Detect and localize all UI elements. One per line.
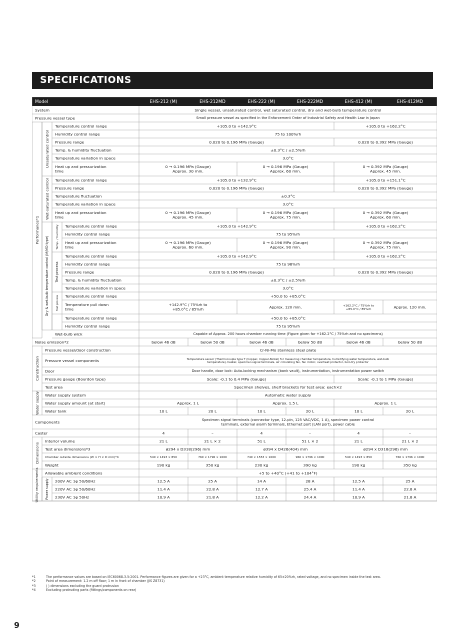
row-label-u_pressure: Pressure range (55, 139, 85, 145)
footnote (32, 588, 437, 592)
cell-system-0: Single vessel, unsaturated control, wet saturated control, dry and wet-bulb temperature control (194, 107, 382, 113)
footnote-key: *1 (32, 575, 36, 579)
header-model-4: EHS-222MD (297, 100, 323, 106)
cell-noise-1: below 50 dB (200, 339, 225, 345)
row-label-d_test_area: Test area dimensions*3 (45, 446, 91, 452)
cell-ps_200-3: 28 A (305, 478, 315, 484)
cell-c_gauge-1: Scale: -0.1 to 1 MPa (Gauge) (357, 376, 414, 382)
cell-ps_220-2: 12.7 A (255, 486, 268, 492)
table-header (32, 97, 437, 106)
cell-u_hum_range-0: 75 to 100%rh (274, 131, 302, 137)
cell-ps_220-0: 11.4 A (157, 486, 170, 492)
cell-caster-3: – (309, 430, 311, 436)
cell-noise-2: below 46 dB (249, 339, 274, 345)
header-model-5: EHS-412 (M) (344, 100, 373, 106)
cell-wetbulb-0: Capable of Approx. 200 hours chamber running time (Figure given for +162.2°C / 75%rh and no specimens) (193, 332, 383, 337)
row-label-d1_hum_range: Humidity control range (65, 231, 110, 237)
cell-ws_tank-3: 20 L (305, 408, 315, 414)
row-label-w_fluct: Temperature fluctuation (55, 193, 102, 199)
row-label-u_fluct: Temp. & humidity fluctuation (55, 147, 112, 153)
cell-ps_220-5: 22.8 A (403, 486, 417, 492)
header-model-3: EHS-222 (M) (247, 100, 276, 106)
cell-u_temp_range-0: +105.0 to +142.9°C (216, 123, 257, 129)
row-label-d_weight: Weight (45, 462, 59, 468)
group-test: Test process (55, 261, 60, 283)
cell-ps_200-4: 12.5 A (352, 478, 365, 484)
row-label-u_ambient: Allowable ambient conditions (45, 470, 103, 476)
footnote-text: Point of measurement: 1.2 m off floor; 1 m in front of chamber (JIS Z8731) (46, 579, 165, 584)
cell-w_pressure-0: 0.020 to 0.196 MPa (Gauge) (209, 185, 264, 191)
row-label-c_gauge: Pressure gauge (Bourdon type) (45, 376, 106, 382)
cell-d1_temp_range-0: +105.0 to +142.9°C (216, 223, 257, 229)
cell-ps_220-3: 25.4 A (303, 486, 317, 492)
group-test: Test process (55, 295, 59, 311)
cell-ps_200-0: 12.5 A (157, 478, 170, 484)
cell-w_heatup-0: 0 → 0.196 MPa (Gauge) Approx. 45 min. (165, 210, 211, 220)
cell-u_heatup-0: 0 → 0.196 MPa (Gauge) Approx. 30 min. (165, 164, 211, 174)
cell-u_fluct-0: ±0.3°C / ±2.5%rh (270, 147, 306, 153)
cell-d3_hum_range-0: 75 to 95%rh (276, 323, 300, 329)
row-label-u_variation: Temperature variation in space (55, 155, 116, 161)
cell-ps_220-4: 11.4 A (352, 486, 365, 492)
footnote-key: *2 (32, 579, 36, 584)
footnote-text: ( ) dimensions excluding the guard protrusion (46, 583, 119, 588)
cell-ps_230-1: 21.8 A (206, 494, 219, 500)
cell-ws_tank-2: 10 L (257, 408, 266, 414)
cell-caster-1: – (211, 430, 214, 436)
cell-ps_230-2: 12.2 A (255, 494, 268, 500)
cell-noise-0: below 46 dB (151, 339, 176, 345)
row-label-system: System (35, 107, 50, 113)
cell-d_outside-3: 960 × 1796 × 1000 (295, 455, 325, 460)
cell-d2_temp_range2-0: +50.0 to +85.0°C (270, 293, 306, 299)
row-label-ws_amount: Water supply amount (at start) (45, 400, 106, 406)
cell-ws_amount-2: Approx. 1 L (374, 400, 397, 406)
cell-d1_hum_range-0: 75 to 95%rh (276, 231, 300, 237)
group-power: Power supply (45, 478, 50, 500)
row-label-d2_pressure: Pressure range (65, 269, 95, 275)
cell-noise-3: below 50 dB (297, 339, 323, 345)
cell-c_components-0: Temperature sensor (Thermocouple type T (Copper, Copper-Nickel) for measuring chamber temperature, humidifying water temperature, wet-bulb temperature), heater, specimen signal terminals, air circulating fan, fan motor, overheat protector, boil-dry protector (186, 356, 390, 365)
cell-d1_heatup-1: 0 → 0.196 MPa (Gauge) Approx. 90 min. (262, 240, 309, 250)
cell-c_vessel_door-0: Cr-Ni-Mo stainless steel plate (259, 347, 317, 353)
cell-d_outside-4: 540 × 1493 × 850 (345, 455, 372, 460)
page-number: 9 (14, 621, 20, 630)
cell-components-0: Specimen signal terminals (connector type, 12-pin, 125 VAC/VDC, 1 A), specimen power control terminals, external alarm terminals, Ethernet port (LAN port), power cable (201, 418, 375, 427)
header-model-6: EHS-412MD (397, 100, 423, 106)
cell-d1_temp_range-1: +105.0 to +162.2°C (365, 223, 406, 229)
cell-ws_tank-1: 20 L (208, 408, 217, 414)
cell-c_test_area-0: Specimen shelves, shelf brackets for test area: each×2 (234, 384, 342, 390)
row-label-ws_tank: Water tank (45, 408, 67, 414)
cell-w_pressure-1: 0.020 to 0.392 MPa (Gauge) (358, 185, 413, 191)
cell-d_interior-0: 21 L (159, 438, 168, 444)
cell-d3_temp_range-0: +50.0 to +85.0°C (270, 315, 306, 321)
row-label-d3_hum_range: Humidity control range (65, 323, 110, 329)
cell-u_variation-0: 3.0°C (282, 155, 294, 161)
row-label-components: Components (35, 419, 60, 425)
cell-d2_temp_range-1: +105.0 to +162.2°C (365, 253, 406, 259)
cell-d_weight-1: 350 kg (205, 462, 220, 468)
cell-d2_variation-0: 3.0°C (282, 285, 294, 291)
row-label-w_variation: Temperature variation in space (55, 201, 116, 207)
footnotes (32, 575, 437, 593)
group-dimensions: Dimensions (35, 442, 40, 464)
cell-d2_pulldown-1: Approx. 120 min. (269, 304, 302, 310)
cell-d_interior-4: 21 L (354, 438, 363, 444)
cell-u_pressure-0: 0.020 to 0.196 MPa (Gauge) (209, 139, 264, 145)
row-label-ps_220: 220V AC 1φ 50/60Hz (55, 486, 96, 492)
row-label-d2_hum_range: Humidity control range (65, 261, 110, 267)
cell-ps_230-5: 21.8 A (403, 494, 417, 500)
cell-ps_200-5: 25 A (405, 478, 415, 484)
cell-ws_tank-5: 20 L (405, 408, 415, 414)
cell-caster-0: 4 (162, 430, 165, 436)
cell-u_heatup-2: 0 → 0.392 MPa (Gauge) Approx. 45 min. (362, 164, 409, 174)
row-label-d1_temp_range: Temperature control range (65, 223, 117, 229)
row-label-w_temp_range: Temperature control range (55, 177, 107, 183)
group-wet-saturated: Wet-saturated control (44, 178, 50, 220)
row-label-d3_temp_range: Temperature control range (65, 315, 117, 321)
cell-w_heatup-1: 0 → 0.196 MPa (Gauge) Approx. 75 min. (262, 210, 309, 220)
cell-ws_system-0: Automatic water supply (264, 392, 312, 398)
group-construction: Construction (34, 356, 40, 381)
row-label-d2_temp_range2: Temperature control range (65, 293, 117, 299)
footnote-text: Excluding protruding parts (fittings/components on rear) (46, 588, 137, 593)
cell-d_weight-0: 190 kg (156, 462, 171, 468)
cell-d_interior-2: 51 L (257, 438, 266, 444)
page-title: SPECIFICATIONS (32, 72, 433, 89)
cell-d_interior-3: 51 L × 2 (301, 438, 319, 444)
group-dry: Dry & wet-bulb temperature control (M/MD type) (45, 235, 50, 317)
group-unsaturated: Unsaturated control (44, 130, 50, 168)
row-label-u_temp_range: Temperature control range (55, 123, 107, 129)
cell-d_outside-0: 540 × 1493 × 850 (150, 455, 177, 460)
row-label-u_heatup: Heat up and pressurization time (55, 164, 107, 174)
spec-table (32, 97, 437, 571)
cell-d_weight-2: 230 kg (254, 462, 269, 468)
cell-d_interior-5: 21 L × 2 (401, 438, 419, 444)
group-performance*1: Performance*1 (34, 215, 40, 245)
cell-ws_amount-1: Approx. 1.5 L (272, 400, 299, 406)
cell-d_weight-3: 390 kg (303, 462, 317, 468)
row-label-wetbulb: Wet-bulb wick (55, 331, 83, 337)
cell-d_interior-1: 21 L × 2 (204, 438, 221, 444)
cell-c_gauge-0: Scale: -0.1 to 0.4 MPa (Gauge) (206, 376, 267, 382)
cell-w_temp_range-0: +105.0 to +132.9°C (216, 177, 257, 183)
cell-d_test_area-2: ø294 x D318(296) mm (363, 446, 408, 452)
header-model: Model (35, 100, 49, 106)
row-label-pressure_vessel: Pressure vessel type (35, 115, 76, 121)
cell-d_test_area-1: ø394 x D426(404) mm (263, 446, 308, 452)
cell-d2_pressure-0: 0.020 to 0.196 MPa (Gauge) (209, 269, 264, 275)
row-label-d2_pulldown: Temperature pull down time (65, 302, 109, 312)
cell-ps_230-0: 10.9 A (157, 494, 170, 500)
cell-ps_200-1: 25 A (208, 478, 217, 484)
cell-d_test_area-0: ø294 x D318(296) mm (165, 446, 211, 452)
cell-w_variation-0: 3.0°C (282, 201, 294, 207)
cell-d_outside-1: 760 × 1796 × 1000 (198, 455, 227, 460)
header-model-2: EHS-212MD (199, 100, 226, 106)
cell-c_door-0: Door handle, door lock: Auto-locking mechanism (bank vault), instrumentation, instrumentation power switch (191, 369, 385, 374)
row-label-ws_system: Water supply system (45, 392, 86, 398)
group-temp.: Temp. / humidity (55, 224, 60, 250)
row-label-d_interior: Interior volume (45, 438, 75, 444)
cell-d2_fluct-0: ±0.3°C / ±2.5%rh (270, 277, 306, 283)
row-label-w_heatup: Heat up and pressurization time (55, 210, 107, 220)
cell-ps_220-1: 22.8 A (206, 486, 219, 492)
cell-ps_230-3: 24.4 A (303, 494, 317, 500)
cell-u_ambient-0: +5 to +40°C (+41 to +104°F) (258, 470, 318, 476)
cell-d2_hum_range-0: 75 to 98%rh (276, 261, 300, 267)
cell-d2_temp_range-0: +105.0 to +142.9°C (216, 253, 257, 259)
row-label-c_test_area: Test area (45, 384, 63, 390)
cell-d_weight-4: 190 kg (351, 462, 366, 468)
cell-w_heatup-2: 0 → 0.392 MPa (Gauge) Approx. 60 min. (362, 210, 409, 220)
cell-ps_230-4: 10.9 A (352, 494, 365, 500)
row-label-d1_heatup: Heat up and pressurization time (65, 240, 117, 250)
cell-u_pressure-1: 0.020 to 0.392 MPa (Gauge) (358, 139, 413, 145)
cell-caster-2: 4 (260, 430, 263, 436)
row-label-d2_fluct: Temp. & humidity fluctuation (65, 277, 122, 283)
group-utility: Utility requirements (35, 467, 40, 503)
cell-u_heatup-1: 0 → 0.196 MPa (Gauge) Approx. 60 min. (262, 164, 309, 174)
cell-pressure_vessel-0: Small pressure vessel as specified in the Enforcement Order of Industrial Safety and Health Law in Japan (196, 116, 380, 121)
row-label-c_vessel_door: Pressure vessel/door construction (45, 347, 111, 353)
cell-noise-5: below 50 dB (397, 339, 423, 345)
cell-w_fluct-0: ±0.3°C (280, 193, 296, 199)
header-model-1: EHS-212 (M) (149, 100, 178, 106)
row-label-c_components: Pressure vessel components (45, 357, 100, 363)
row-label-d2_variation: Temperature variation in space (65, 285, 126, 291)
cell-d2_pressure-1: 0.020 to 0.392 MPa (Gauge) (358, 269, 413, 275)
cell-caster-4: 4 (357, 430, 360, 436)
footnote-text: The performance values are based on IEC60068-3-5:2001. Performance figures are given for a +23°C, ambient temperature relative humidity of 65±20%rh, rated voltage, and no specimen inside the test area. (46, 575, 381, 579)
cell-d_outside-5: 760 × 1796 × 1000 (395, 455, 425, 460)
cell-ws_amount-0: Approx. 1 L (176, 400, 200, 406)
footnote-key: *4 (32, 588, 36, 593)
cell-noise-4: below 46 dB (346, 339, 371, 345)
cell-d2_pulldown-2: +162.2°C / 75%rh to +85.0°C / 85%rh (342, 303, 375, 311)
cell-ws_tank-0: 10 L (159, 408, 168, 414)
row-label-c_door: Door (45, 368, 55, 374)
cell-d2_pulldown-0: +142.9°C / 75%rh to +85.0°C / 85%rh (168, 303, 208, 312)
cell-w_temp_range-1: +105.0 to +151.1°C (365, 177, 406, 183)
cell-d_weight-5: 350 kg (403, 462, 417, 468)
row-label-w_pressure: Pressure range (55, 185, 85, 191)
row-label-caster: Caster (35, 430, 48, 436)
cell-u_temp_range-1: +105.0 to +162.2°C (365, 123, 406, 129)
cell-d1_heatup-0: 0 → 0.196 MPa (Gauge) Approx. 60 min. (165, 240, 211, 250)
cell-d_outside-2: 740 × 1553 × 1000 (247, 455, 276, 460)
row-label-d_outside: Chamber outside dimensions (W × H × D mm)*4 (45, 455, 119, 460)
group-water: Water supply (35, 391, 40, 415)
row-label-ps_230: 230V AC 1φ 50Hz (55, 494, 90, 500)
row-label-noise: Noise emission*2 (35, 339, 69, 345)
row-label-ps_200: 200V AC 1φ 50/60Hz (55, 478, 96, 484)
cell-d2_pulldown-3: Approx. 120 min. (393, 304, 427, 310)
row-label-d2_temp_range: Temperature control range (65, 253, 117, 259)
row-label-u_hum_range: Humidity control range (55, 131, 100, 137)
cell-ps_200-2: 14 A (257, 478, 266, 484)
cell-ws_tank-4: 10 L (354, 408, 363, 414)
cell-d1_heatup-2: 0 → 0.392 MPa (Gauge) Approx. 75 min. (362, 240, 409, 250)
footnote-key: *3 (32, 583, 36, 588)
cell-caster-5: – (409, 430, 411, 436)
